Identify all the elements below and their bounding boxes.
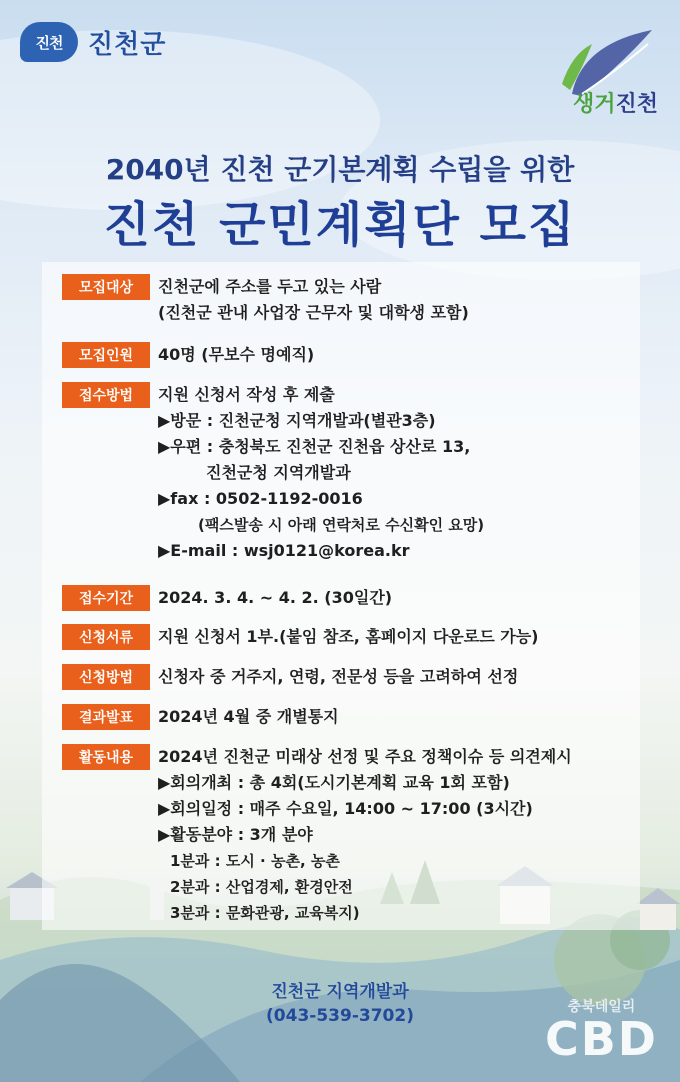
label-announcement: 결과발표: [62, 704, 150, 730]
label-target: 모집대상: [62, 274, 150, 300]
text-line: 1분과 : 도시 · 농촌, 농촌: [170, 852, 340, 870]
logo-name: 진천군: [88, 29, 167, 60]
title-subtitle: 2040년 진천 군기본계획 수립을 위한: [105, 153, 575, 186]
text-line: 40명 (무보수 명예직): [158, 345, 315, 364]
text-line: ▶활동분야 : 3개 분야: [158, 825, 313, 844]
row-submission: [62, 382, 484, 564]
text-line: 지원 신청서 1부.(붙임 참조, 홈페이지 다운로드 가능): [158, 627, 539, 646]
label-count: 모집인원: [62, 342, 150, 368]
text-line: 진천군청 지역개발과: [206, 463, 351, 482]
watermark: [544, 996, 658, 1066]
text-line: 2024년 4월 중 개별통지: [158, 707, 339, 726]
row-period: [62, 585, 392, 611]
content-target: [158, 274, 469, 326]
text-line: 3분과 : 문화관광, 교육복지): [170, 904, 360, 922]
contact-phone: (043-539-3702): [266, 1006, 414, 1026]
content-count: [158, 342, 314, 368]
watermark-code: CBD: [544, 1012, 658, 1066]
content-activities: [158, 744, 572, 926]
content-selection: [158, 664, 518, 690]
jincheon-logo: [20, 22, 166, 62]
contact-dept: 진천군 지역개발과: [271, 982, 409, 1002]
row-announcement: [62, 704, 339, 730]
slogan-suffix: 진천: [615, 92, 658, 117]
label-activities: 활동내용: [62, 744, 150, 770]
text-line: 진천군에 주소를 두고 있는 사람: [158, 277, 382, 296]
text-line: (진천군 관내 사업장 근무자 및 대학생 포함): [158, 303, 469, 322]
text-line: ▶방문 : 진천군청 지역개발과(별관3층): [158, 411, 436, 430]
slogan-logo: [552, 24, 662, 124]
text-line: ▶E-mail : wsj0121@korea.kr: [158, 541, 410, 560]
text-line: 2분과 : 산업경제, 환경안전: [170, 878, 353, 896]
text-line: 신청자 중 거주지, 연령, 전문성 등을 고려하여 선정: [158, 667, 519, 686]
text-line: (팩스발송 시 아래 연락처로 수신확인 요망): [198, 516, 485, 534]
text-line: 2024년 진천군 미래상 선정 및 주요 정책이슈 등 의견제시: [158, 747, 572, 766]
row-selection: [62, 664, 518, 690]
logo-badge: 진천: [20, 22, 78, 62]
row-target: [62, 274, 469, 326]
watermark-name: 충북데일리: [567, 999, 636, 1015]
label-submission: 접수방법: [62, 382, 150, 408]
text-line: 2024. 3. 4. ~ 4. 2. (30일간): [158, 588, 393, 607]
label-selection: 신청방법: [62, 664, 150, 690]
content-submission: [158, 382, 484, 564]
slogan-prefix: 생거: [572, 92, 616, 117]
text-line: 지원 신청서 작성 후 제출: [158, 385, 335, 404]
label-documents: 신청서류: [62, 624, 150, 650]
content-documents: [158, 624, 538, 650]
row-documents: [62, 624, 538, 650]
label-period: 접수기간: [62, 585, 150, 611]
text-line: ▶fax : 0502-1192-0016: [158, 489, 363, 508]
text-line: ▶우편 : 충청북도 진천군 진천읍 상산로 13,: [158, 437, 471, 456]
row-count: [62, 342, 314, 368]
row-activities: [62, 744, 572, 926]
content-announcement: [158, 704, 339, 730]
content-period: [158, 585, 392, 611]
text-line: ▶회의일정 : 매주 수요일, 14:00 ~ 17:00 (3시간): [158, 799, 533, 818]
text-line: ▶회의개최 : 총 4회(도시기본계획 교육 1회 포함): [158, 773, 510, 792]
title-main: 진천 군민계획단 모집: [103, 197, 577, 253]
